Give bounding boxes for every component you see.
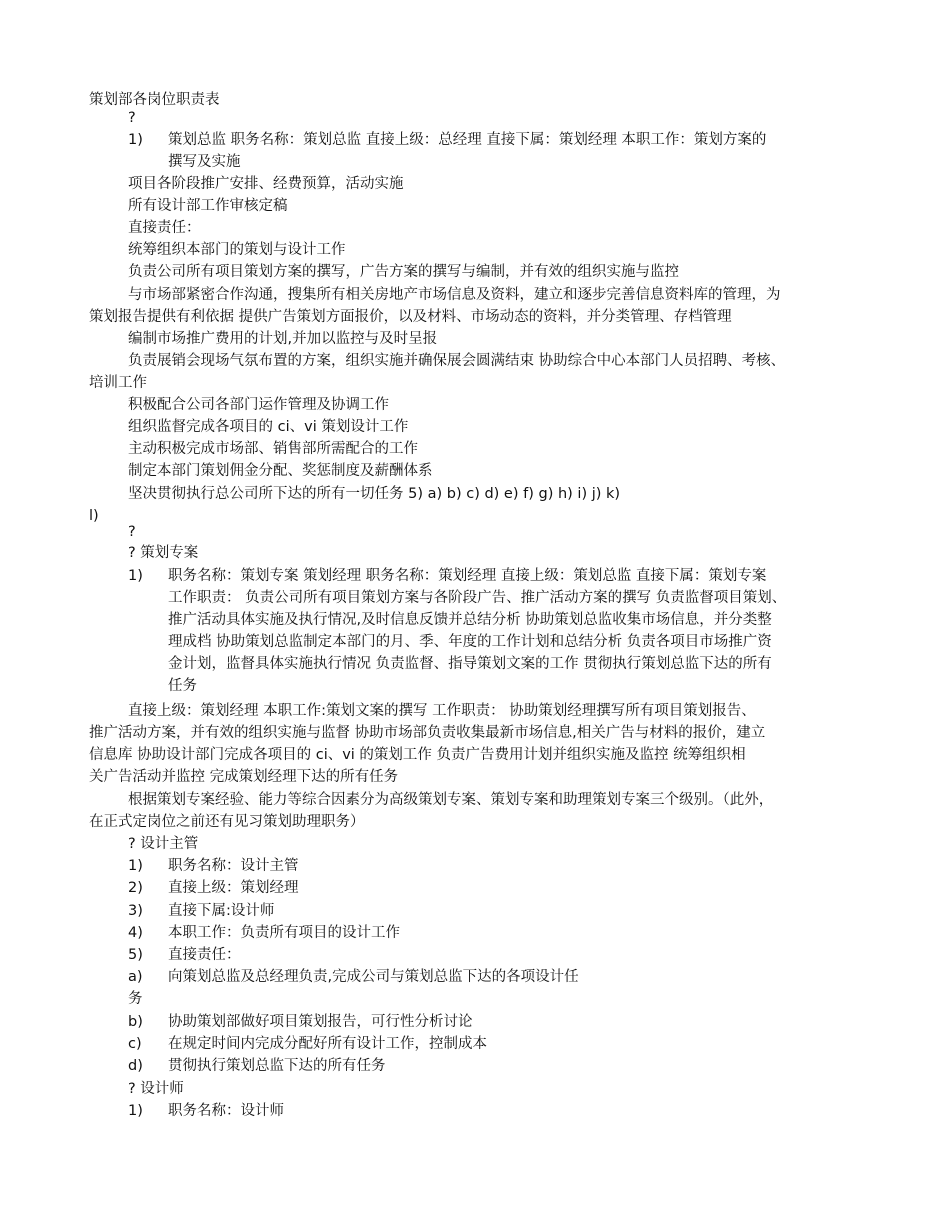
paragraph-line: 在正式定岗位之前还有见习策划助理职务）: [89, 814, 365, 830]
paragraph-line: 根据策划专案经验、能力等综合因素分为高级策划专案、策划专案和助理策划专案三个级别。（此外，: [128, 792, 774, 808]
paragraph-line: 推广活动具体实施及执行情况,及时信息反馈并总结分析 协助策划总监收集市场信息，并分类整: [168, 612, 772, 628]
paragraph-line: 任务: [168, 678, 197, 694]
paragraph-line: 策划报告提供有利依据 提供广告策划方面报价，以及材料、市场动态的资料，并分类管理、存档管理: [89, 309, 732, 325]
paragraph-line: 培训工作: [89, 375, 147, 391]
list-number: 2): [128, 880, 143, 896]
list-item: 直接下属:设计师: [168, 903, 275, 919]
paragraph-line: 推广活动方案，并有效的组织实施与监督 协助市场部负责收集最新市场信息,相关广告与材料的报价，建立: [89, 725, 766, 741]
list-item: 本职工作：负责所有项目的设计工作: [168, 925, 400, 941]
paragraph: 主动积极完成市场部、销售部所需配合的工作: [128, 441, 418, 457]
list-item: 直接责任：: [168, 947, 241, 963]
paragraph: 统筹组织本部门的策划与设计工作: [128, 242, 346, 258]
paragraph-line: 金计划，监督具体实施执行情况 负责监督、指导策划文案的工作 贯彻执行策划总监下达的所有: [168, 656, 772, 672]
question-mark: ?: [128, 110, 136, 126]
paragraph-line: 与市场部紧密合作沟通，搜集所有相关房地产市场信息及资料，建立和逐步完善信息资料库的管理，为: [128, 287, 781, 303]
paragraph-line: l): [89, 508, 99, 524]
list-number: 4): [128, 925, 143, 941]
paragraph-line: 坚决贯彻执行总公司所下达的所有一切任务 5) a) b) c) d) e) f) g) h) i) j) k): [128, 486, 621, 502]
list-number: d): [128, 1058, 143, 1074]
paragraph: 直接责任：: [128, 220, 201, 236]
paragraph-line: 撰写及实施: [168, 154, 241, 170]
list-item-wrap: 务: [128, 991, 143, 1007]
list-number: 1): [128, 568, 143, 584]
paragraph: 负责公司所有项目策划方案的撰写，广告方案的撰写与编制，并有效的组织实施与监控: [128, 264, 679, 280]
list-number: 3): [128, 903, 143, 919]
section-heading: ? 策划专案: [128, 545, 199, 561]
document-title: 策划部各岗位职责表: [89, 92, 220, 108]
paragraph-line: 关广告活动并监控 完成策划经理下达的所有任务: [89, 769, 399, 785]
paragraph: 制定本部门策划佣金分配、奖惩制度及薪酬体系: [128, 463, 433, 479]
list-item: 职务名称：设计主管: [168, 858, 299, 874]
list-item: 直接上级：策划经理: [168, 880, 299, 896]
list-number: 1): [128, 132, 143, 148]
paragraph-line: 信息库 协助设计部门完成各项目的 ci、vi 的策划工作 负责广告费用计划并组织实施及监控 统筹组织相: [89, 747, 746, 763]
paragraph-line: 职务名称：策划专案 策划经理 职务名称：策划经理 直接上级：策划总监 直接下属：策划专案: [168, 568, 767, 584]
paragraph: 所有设计部工作审核定稿: [128, 198, 288, 214]
list-number: b): [128, 1014, 143, 1030]
paragraph: 项目各阶段推广安排、经费预算，活动实施: [128, 176, 404, 192]
list-number: 1): [128, 858, 143, 874]
list-item: 贯彻执行策划总监下达的所有任务: [168, 1058, 386, 1074]
paragraph: 编制市场推广费用的计划,并加以监控与及时呈报: [128, 331, 438, 347]
paragraph-line: 负责展销会现场气氛布置的方案，组织实施并确保展会圆满结束 协助综合中心本部门人员招聘、考核、: [128, 353, 786, 369]
list-item: 向策划总监及总经理负责,完成公司与策划总监下达的各项设计任: [168, 969, 579, 985]
list-number: 5): [128, 947, 143, 963]
list-number: c): [128, 1036, 142, 1052]
list-item: 职务名称：设计师: [168, 1103, 284, 1119]
list-number: 1): [128, 1103, 143, 1119]
section-heading: ? 设计师: [128, 1081, 184, 1097]
paragraph-line: 工作职责： 负责公司所有项目策划方案与各阶段广告、推广活动方案的撰写 负责监督项目策划、: [168, 590, 787, 606]
paragraph-line: 直接上级：策划经理 本职工作:策划文案的撰写 工作职责： 协助策划经理撰写所有项目策划报告、: [128, 703, 756, 719]
list-number: a): [128, 969, 143, 985]
list-item: 协助策划部做好项目策划报告，可行性分析讨论: [168, 1014, 473, 1030]
list-item: 在规定时间内完成分配好所有设计工作，控制成本: [168, 1036, 487, 1052]
question-mark: ?: [128, 524, 136, 540]
section-heading: ? 设计主管: [128, 836, 199, 852]
paragraph: 组织监督完成各项目的 ci、vi 策划设计工作: [128, 419, 409, 435]
paragraph: 积极配合公司各部门运作管理及协调工作: [128, 397, 389, 413]
paragraph-line: 策划总监 职务名称：策划总监 直接上级：总经理 直接下属：策划经理 本职工作：策划方案的: [168, 132, 767, 148]
paragraph-line: 理成档 协助策划总监制定本部门的月、季、年度的工作计划和总结分析 负责各项目市场推广资: [168, 634, 772, 650]
